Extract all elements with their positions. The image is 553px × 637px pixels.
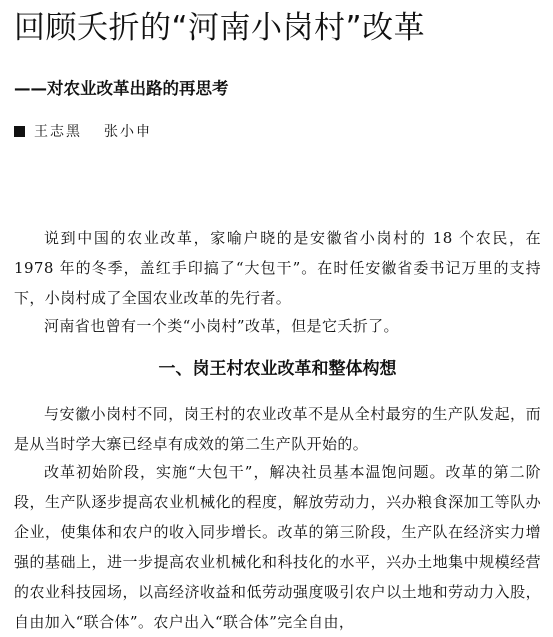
body-paragraph: 改革初始阶段，实施“大包干”，解决社员基本温饱问题。改革的第二阶段，生产队逐步提高农业机械化的程度，解放劳动力，兴办粮食深加工等队办企业，使集体和农户的收入同步增长。改革的第三阶段，生产队在经济实力增强的基础上，进一步提高农业机械化和科技化的水平，兴办土地集中规模经营的农业科技园场，以高经济收益和低劳动强度吸引农户以土地和劳动力入股，自由加入“联合体”。农户出入“联合体”完全自由， bbox=[14, 463, 541, 631]
byline bbox=[14, 122, 174, 142]
section-heading: 一、岗王村农业改革和整体构想 bbox=[158, 359, 397, 379]
author-name: 王志黑 bbox=[34, 124, 82, 140]
square-bullet-icon bbox=[14, 126, 25, 137]
article-title: 回顾夭折的“河南小岗村”改革 bbox=[14, 10, 426, 46]
author-name: 张小申 bbox=[104, 124, 152, 140]
body-paragraph: 河南省也曾有一个类“小岗村”改革，但是它夭折了。 bbox=[44, 317, 399, 335]
body-paragraph: 说到中国的农业改革，家喻户晓的是安徽省小岗村的 18 个农民，在 1978 年的冬季，盖红手印搞了“大包干”。在时任安徽省委书记万里的支持下，小岗村成了全国农业改革的先行者。 bbox=[14, 229, 541, 307]
body-paragraph: 与安徽小岗村不同，岗王村的农业改革不是从全村最穷的生产队发起，而是从当时学大寨已经卓有成效的第二生产队开始的。 bbox=[14, 405, 541, 453]
article-subtitle: ——对农业改革出路的再思考 bbox=[14, 79, 229, 98]
